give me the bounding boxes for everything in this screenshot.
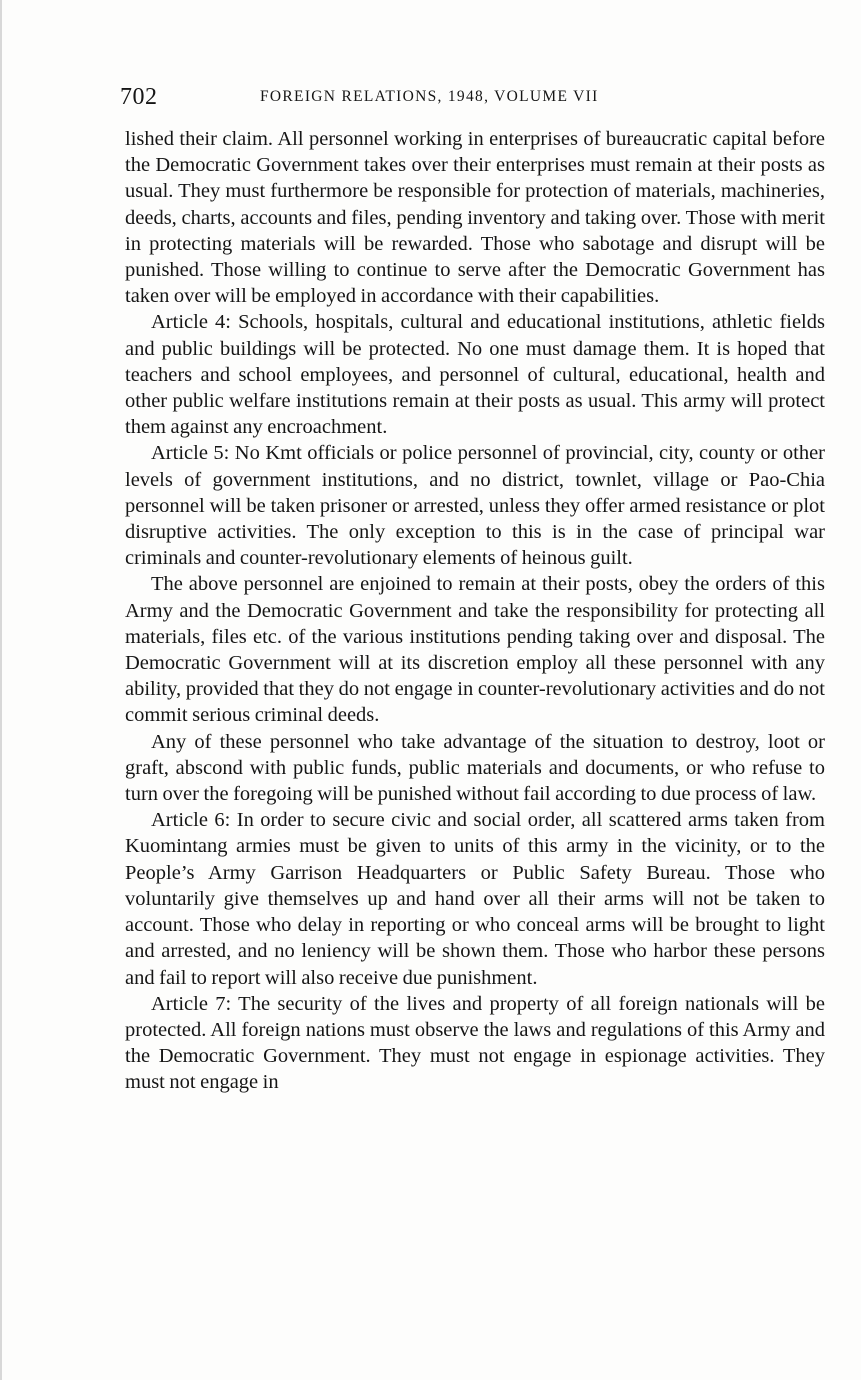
paragraph-article-6: Article 6: In order to secure civic and social order, all scattered arms taken from Kuomintang armies must be given to units of this army in the vicinity, or to the People’s Army Garrison Headquarters or Public Safety Bureau. Those who voluntarily give themselves up and hand over all their arms will not be taken to account. Those who delay in reporting or who conceal arms will be brought to light and arrested, and no leniency will be shown them. Those who harbor these persons and fail to report will also receive due punishment.	[125, 809, 825, 989]
page-number: 702	[120, 84, 158, 110]
paragraph-personnel-obligations: The above personnel are enjoined to remain at their posts, obey the orders of this Army and the Democratic Government and take the responsibility for protecting all materials, files etc. of the various institutions pending taking over and disposal. The Democratic Government will at its discretion employ all these personnel with any ability, provided that they do not engage in counter-revolutionary activities and do not commit serious criminal deeds.	[125, 573, 825, 727]
paragraph-article-5: Article 5: No Kmt officials or police personnel of provincial, city, county or other levels of government institutions, and no district, townlet, village or Pao-Chia personnel will be taken prisoner or arrested, unless they offer armed resistance or plot disruptive activities. The only exception to this is in the case of principal war criminals and counter-revolutionary elements of heinous guilt.	[125, 442, 825, 570]
running-head: FOREIGN RELATIONS, 1948, VOLUME VII	[260, 88, 599, 105]
body-text	[125, 126, 825, 1096]
paragraph-article-7: Article 7: The security of the lives and property of all foreign nationals will be protected. All foreign nations must observe the laws and regulations of this Army and the Democratic Government. They must not engage in espionage activities. They must not engage in	[125, 992, 825, 1094]
paragraph-continuation: lished their claim. All personnel working in enterprises of bureaucratic capital before the Democratic Government takes over their enterprises must remain at their posts as usual. They must furthermore be responsible for protection of materials, machineries, deeds, charts, accounts and files, pending inventory and taking over. Those with merit in protecting materials will be rewarded. Those who sabotage and disrupt will be punished. Those willing to continue to serve after the Democratic Government has taken over will be employed in accordance with their capabilities.	[125, 128, 825, 308]
paragraph-punishment: Any of these personnel who take advantage of the situation to destroy, loot or graft, abscond with public funds, public materials and documents, or who refuse to turn over the foregoing will be punished without fail according to due process of law.	[125, 730, 825, 806]
page-header	[120, 84, 820, 114]
page-edge	[0, 0, 2, 1380]
paragraph-article-4: Article 4: Schools, hospitals, cultural and educational institutions, athletic fields and public buildings will be protected. No one must damage them. It is hoped that teachers and school employees, and personnel of cultural, educational, health and other public welfare institutions remain at their posts as usual. This army will protect them against any encroachment.	[125, 311, 825, 439]
